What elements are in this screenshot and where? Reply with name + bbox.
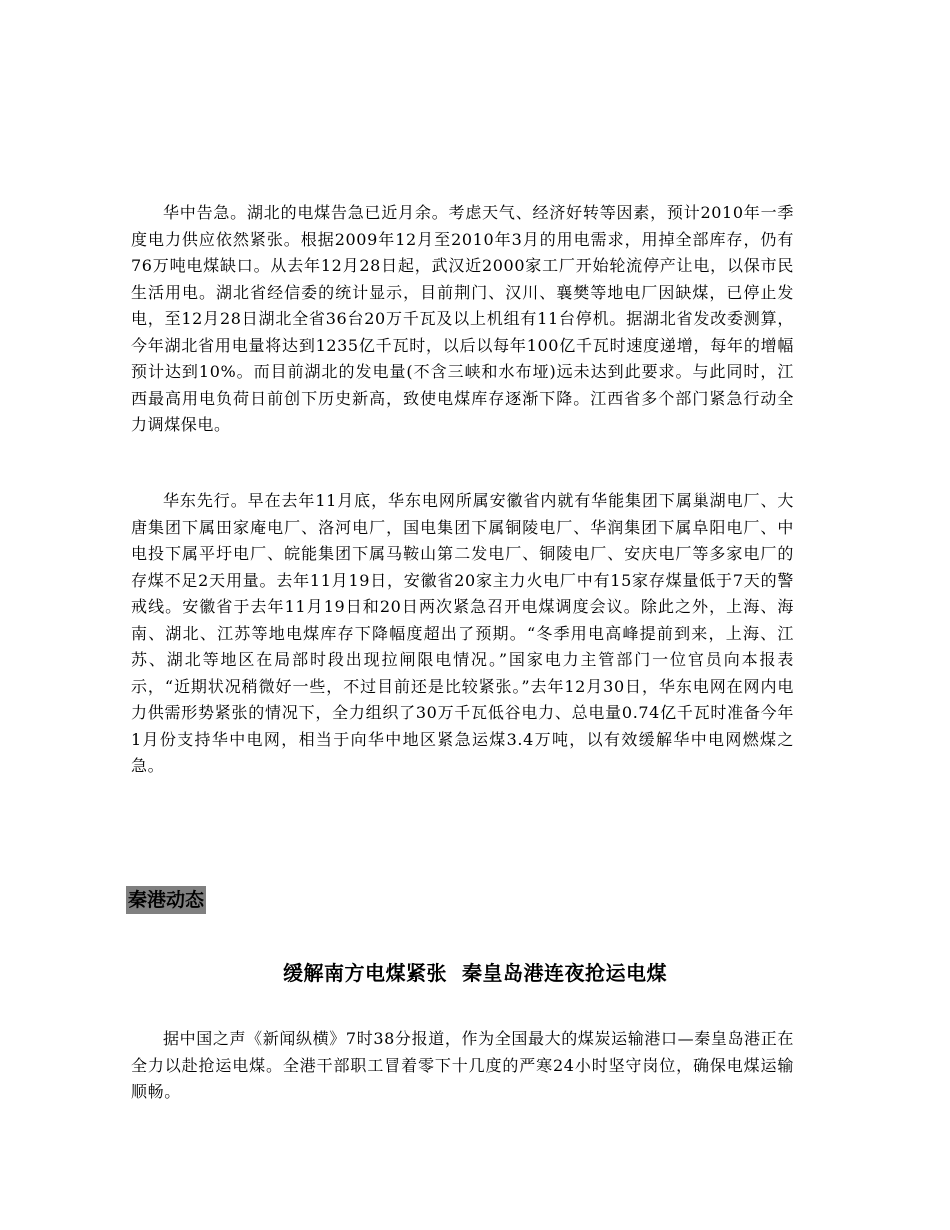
article-headline: 缓解南方电煤紧张 秦皇岛港连夜抢运电煤 (283, 961, 667, 985)
article-paragraph-qinhuangdao: 据中国之声《新闻纵横》7时38分报道，作为全国最大的煤炭运输港口—秦皇岛港正在全力以赴抢运电煤。全港干部职工冒着零下十几度的严寒24小时坚守岗位，确保电煤运输顺畅。 (131, 1029, 794, 1101)
article-paragraph-central-china: 华中告急。湖北的电煤告急已近月余。考虑天气、经济好转等因素，预计2010年一季度电力供应依然紧张。根据2009年12月至2010年3月的用电需求，用掉全部库存，仍有76万吨电煤缺口。从去年12月28日起，武汉近2000家工厂开始轮流停产让电，以保市民生活用电。湖北省经信委的统计显示，目前荆门、汉川、襄樊等地电厂因缺煤，已停止发电，至12月28日湖北全省36台20万千瓦及以上机组有11台停机。据湖北省发改委测算，今年湖北省用电量将达到1235亿千瓦时，以后以每年100亿千瓦时速度递增，每年的增幅预计达到10%。而目前湖北的发电量(不含三峡和水布垭)远未达到此要求。与此同时，江西最高用电负荷日前创下历史新高，致使电煤库存逐渐下降。江西省多个部门紧急行动全力调煤保电。 (131, 203, 794, 434)
section-heading: 秦港动态 (126, 886, 206, 914)
article-paragraph-east-china: 华东先行。早在去年11月底，华东电网所属安徽省内就有华能集团下属巢湖电厂、大唐集团下属田家庵电厂、洛河电厂，国电集团下属铜陵电厂、华润集团下属阜阳电厂、中电投下属平圩电厂、皖能集团下属马鞍山第二发电厂、铜陵电厂、安庆电厂等多家电厂的存煤不足2天用量。去年11月19日，安徽省20家主力火电厂中有15家存煤量低于7天的警戒线。安徽省于去年11月19日和20日两次紧急召开电煤调度会议。除此之外，上海、海南、湖北、江苏等地电煤库存下降幅度超出了预期。“冬季用电高峰提前到来，上海、江苏、湖北等地区在局部时段出现拉闸限电情况。”国家电力主管部门一位官员向本报表示，“近期状况稍微好一些，不过目前还是比较紧张。”去年12月30日，华东电网在网内电力供需形势紧张的情况下，全力组织了30万千瓦低谷电力、总电量0.74亿千瓦时准备今年1月份支持华中电网，相当于向华中地区紧急运煤3.4万吨，以有效缓解华中电网燃煤之急。 (131, 491, 794, 775)
